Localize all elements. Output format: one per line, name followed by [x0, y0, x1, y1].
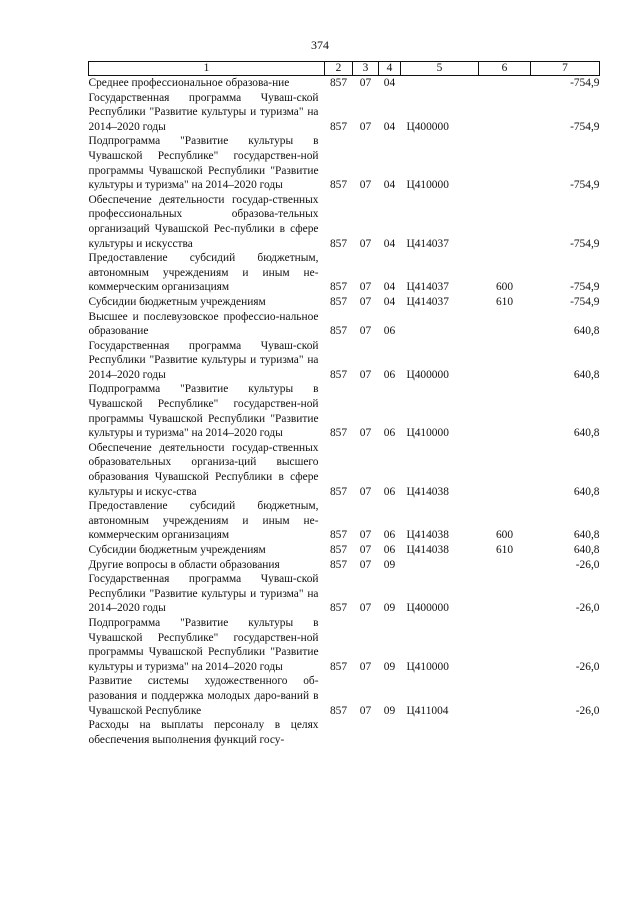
- cell-subsection: 09: [383, 602, 396, 615]
- cell-name: Субсидии бюджетным учреждениям: [88, 544, 266, 556]
- cell-subsection: 04: [383, 295, 396, 308]
- table-row: [89, 295, 600, 310]
- cell-section: [353, 718, 379, 747]
- cell-subsection: 04: [383, 281, 396, 294]
- cell-amount: [531, 718, 600, 747]
- cell-article: Ц414037: [406, 237, 449, 250]
- cell-article: Ц414038: [406, 529, 449, 542]
- cell-article: Ц410000: [406, 427, 449, 440]
- cell-name: Подпрограмма "Развитие культуры в Чувашской Республике" государствен-ной программы Чувашской Республики "Развитие культуры и туризма" на 2014–2020 годы: [88, 383, 319, 440]
- cell-article: [401, 558, 479, 573]
- cell-subsection: 09: [383, 558, 396, 571]
- table-row: [89, 543, 600, 558]
- cell-subsection: [379, 718, 401, 747]
- cell-ministry: 857: [329, 295, 348, 308]
- cell-name: Развитие системы художественного об-разования и поддержка молодых даро-ваний в Чувашской Республике: [88, 675, 319, 717]
- table-row: [89, 193, 600, 251]
- table-row: [89, 441, 600, 499]
- cell-name: Предоставление субсидий бюджетным, автономным учреждениям и иным не-коммерческим организациям: [88, 500, 319, 542]
- cell-article: Ц414038: [406, 544, 449, 556]
- cell-section: 07: [359, 237, 372, 250]
- table-row: [89, 76, 600, 91]
- cell-article: Ц411004: [406, 704, 449, 717]
- cell-ministry: 857: [329, 704, 348, 717]
- cell-name: Расходы на выплаты персоналу в целях обеспечения выполнения функций госу-: [88, 719, 319, 746]
- cell-ministry: 857: [329, 237, 348, 250]
- cell-name: Подпрограмма "Развитие культуры в Чувашской Республике" государствен-ной программы Чувашской Республики "Развитие культуры и туризма" на 2014–2020 годы: [88, 616, 319, 673]
- cell-section: 07: [359, 558, 372, 571]
- cell-amount: -26,0: [575, 660, 600, 673]
- cell-amount: -754,9: [570, 237, 600, 250]
- cell-expense-type: [479, 134, 531, 192]
- cell-ministry: 857: [329, 120, 348, 133]
- cell-article: Ц400000: [406, 120, 449, 133]
- table-body: [89, 76, 600, 748]
- cell-subsection: 09: [383, 704, 396, 717]
- cell-section: 07: [359, 704, 372, 717]
- cell-ministry: 857: [329, 368, 348, 381]
- table-row: [89, 134, 600, 192]
- cell-section: 07: [359, 77, 372, 89]
- cell-ministry: [325, 718, 353, 747]
- table-row: [89, 674, 600, 718]
- cell-ministry: 857: [329, 660, 348, 673]
- cell-name: Обеспечение деятельности государ-ственных образовательных организа-ций высшего образования Чувашской Республики в сфере культуры и искус-ства: [88, 441, 319, 498]
- cell-ministry: 857: [329, 281, 348, 294]
- cell-amount: -26,0: [575, 602, 600, 615]
- cell-amount: -754,9: [570, 281, 600, 294]
- header-cell-ministry: 2: [325, 62, 353, 76]
- cell-ministry: 857: [329, 427, 348, 440]
- table-row: [89, 558, 600, 573]
- header-cell-expense-type: 6: [479, 62, 531, 76]
- cell-expense-type: [479, 91, 531, 135]
- table-row: [89, 382, 600, 440]
- table-row: [89, 339, 600, 383]
- header-cell-amount: 7: [531, 62, 600, 76]
- cell-ministry: 857: [329, 485, 348, 498]
- cell-expense-type: [479, 310, 531, 339]
- cell-amount: -26,0: [575, 558, 600, 571]
- cell-name: Обеспечение деятельности государ-ственных профессиональных образова-тельных организаций Чувашской Рес-публики в сфере культуры и искусства: [88, 193, 319, 250]
- cell-amount: -26,0: [575, 704, 600, 717]
- cell-section: 07: [359, 120, 372, 133]
- table-row: [89, 499, 600, 543]
- cell-amount: 640,8: [573, 485, 600, 498]
- cell-section: 07: [359, 602, 372, 615]
- cell-name: Среднее профессиональное образова-ние: [88, 77, 290, 89]
- header-cell-name: 1: [89, 62, 325, 76]
- cell-expense-type: [479, 572, 531, 616]
- cell-expense-type: 600: [495, 529, 514, 542]
- cell-section: 07: [359, 325, 372, 338]
- cell-section: 07: [359, 529, 372, 542]
- cell-subsection: 06: [383, 544, 396, 556]
- cell-amount: -754,9: [570, 179, 600, 192]
- cell-amount: 640,8: [573, 325, 600, 338]
- cell-expense-type: [479, 193, 531, 251]
- cell-ministry: 857: [329, 558, 348, 571]
- cell-amount: 640,8: [573, 427, 600, 440]
- cell-section: 07: [359, 295, 372, 308]
- cell-subsection: 04: [383, 120, 396, 133]
- cell-name: Государственная программа Чуваш-ской Республики "Развитие культуры и туризма" на 2014–2020 годы: [88, 573, 319, 615]
- cell-section: 07: [359, 179, 372, 192]
- cell-section: 07: [359, 281, 372, 294]
- cell-expense-type: [479, 558, 531, 573]
- cell-amount: -754,9: [570, 295, 600, 308]
- table-header-row: [89, 62, 600, 76]
- table-row: [89, 616, 600, 674]
- cell-expense-type: 610: [495, 544, 514, 556]
- cell-ministry: 857: [329, 544, 348, 556]
- cell-name: Предоставление субсидий бюджетным, автономным учреждениям и иным не-коммерческим организациям: [88, 252, 319, 294]
- cell-article: Ц400000: [406, 368, 449, 381]
- cell-article: [401, 310, 479, 339]
- cell-subsection: 06: [383, 529, 396, 542]
- cell-amount: 640,8: [573, 544, 600, 556]
- table-row: [89, 572, 600, 616]
- cell-ministry: 857: [329, 325, 348, 338]
- cell-article: [401, 718, 479, 747]
- cell-subsection: 09: [383, 660, 396, 673]
- cell-expense-type: [479, 616, 531, 674]
- cell-expense-type: 600: [495, 281, 514, 294]
- table-row: [89, 310, 600, 339]
- cell-ministry: 857: [329, 77, 348, 89]
- cell-subsection: 06: [383, 427, 396, 440]
- cell-name: Государственная программа Чуваш-ской Республики "Развитие культуры и туризма" на 2014–2020 годы: [88, 339, 319, 381]
- cell-expense-type: [479, 339, 531, 383]
- header-cell-section: 3: [353, 62, 379, 76]
- cell-section: 07: [359, 660, 372, 673]
- table-row: [89, 91, 600, 135]
- cell-amount: -754,9: [570, 120, 600, 133]
- cell-expense-type: [479, 76, 531, 91]
- cell-name: Государственная программа Чуваш-ской Республики "Развитие культуры и туризма" на 2014–2020 годы: [88, 91, 319, 133]
- cell-article: [401, 76, 479, 91]
- cell-amount: 640,8: [573, 368, 600, 381]
- cell-expense-type: [479, 674, 531, 718]
- cell-section: 07: [359, 485, 372, 498]
- cell-expense-type: [479, 718, 531, 747]
- cell-expense-type: [479, 441, 531, 499]
- table-row: [89, 251, 600, 295]
- cell-expense-type: [479, 382, 531, 440]
- header-cell-subsection: 4: [379, 62, 401, 76]
- cell-article: Ц414037: [406, 295, 449, 308]
- cell-section: 07: [359, 427, 372, 440]
- cell-section: 07: [359, 544, 372, 556]
- cell-subsection: 06: [383, 368, 396, 381]
- cell-section: 07: [359, 368, 372, 381]
- cell-amount: 640,8: [573, 529, 600, 542]
- cell-ministry: 857: [329, 602, 348, 615]
- cell-article: Ц410000: [406, 179, 449, 192]
- cell-article: Ц400000: [406, 602, 449, 615]
- cell-name: Подпрограмма "Развитие культуры в Чувашской Республике" государствен-ной программы Чувашской Республики "Развитие культуры и туризма" на 2014–2020 годы: [88, 135, 319, 192]
- cell-name: Другие вопросы в области образования: [88, 558, 280, 571]
- cell-article: Ц410000: [406, 660, 449, 673]
- cell-ministry: 857: [329, 179, 348, 192]
- cell-ministry: 857: [329, 529, 348, 542]
- cell-name: Субсидии бюджетным учреждениям: [88, 295, 266, 308]
- cell-subsection: 04: [383, 179, 396, 192]
- cell-expense-type: 610: [495, 295, 514, 308]
- cell-article: Ц414037: [406, 281, 449, 294]
- table-row: [89, 718, 600, 747]
- cell-subsection: 04: [383, 77, 396, 89]
- cell-subsection: 06: [383, 485, 396, 498]
- cell-amount: -754,9: [570, 77, 600, 89]
- page-number: 374: [311, 38, 329, 52]
- cell-name: Высшее и послевузовское профессио-нальное образование: [88, 310, 319, 338]
- header-cell-article: 5: [401, 62, 479, 76]
- cell-subsection: 04: [383, 237, 396, 250]
- cell-subsection: 06: [383, 325, 396, 338]
- cell-article: Ц414038: [406, 485, 449, 498]
- budget-table: [88, 61, 600, 747]
